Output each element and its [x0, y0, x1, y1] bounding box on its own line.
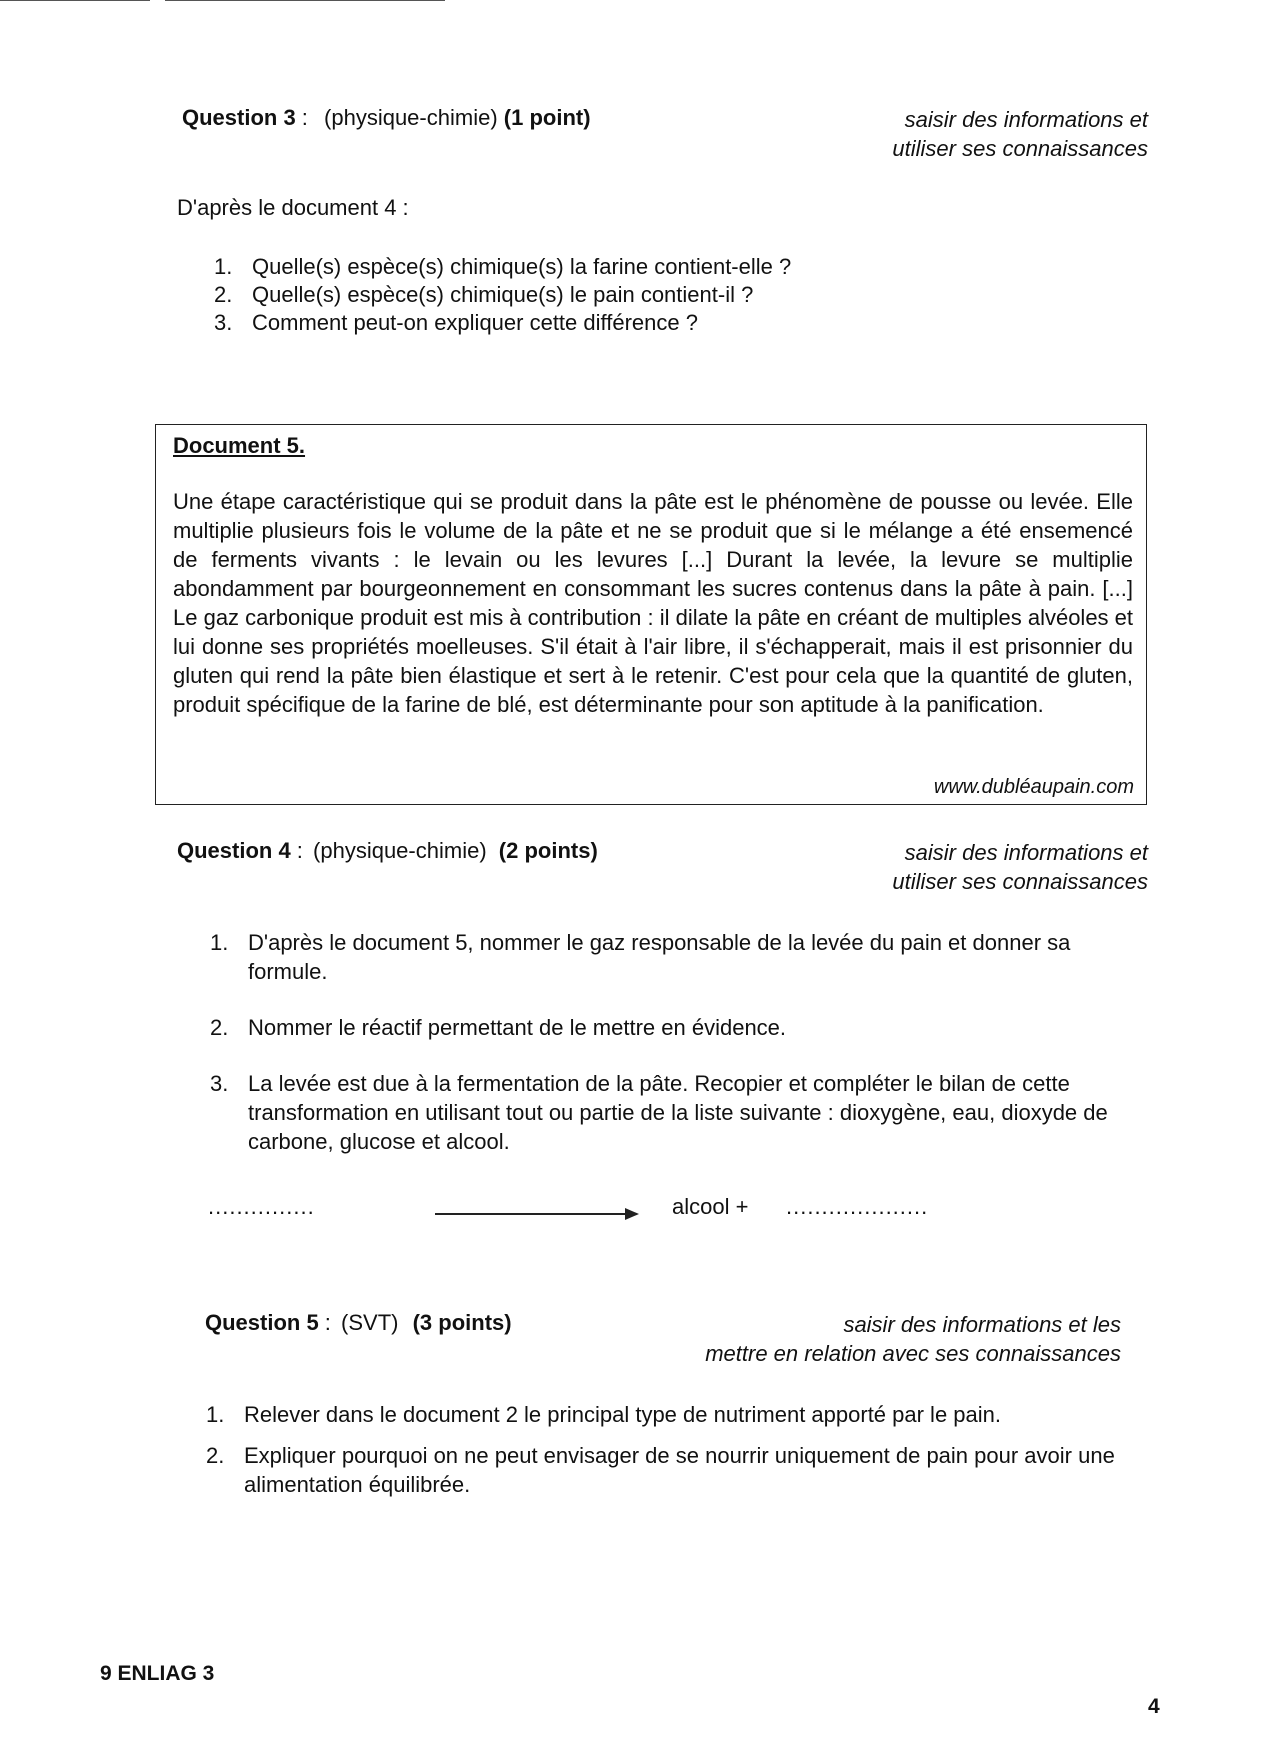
question3-skill-line2: utiliser ses connaissances	[892, 136, 1148, 161]
document5-source: www.dubléaupain.com	[933, 776, 1134, 798]
question5-list	[206, 1400, 1156, 1499]
item-number: 2.	[206, 1443, 225, 1468]
list-item	[206, 1400, 1156, 1429]
document5-title: Document 5.	[173, 433, 306, 458]
question3-skill-line1: saisir des informations et	[904, 107, 1148, 132]
list-item	[206, 1441, 1156, 1499]
question5-skills	[705, 1310, 1121, 1368]
question5-skill-line1: saisir des informations et les	[843, 1312, 1121, 1337]
item-text: La levée est due à la fermentation de la pâte. Recopier et compléter le bilan de cette transformation en utilisant tout ou partie de la liste suivante : dioxygène, eau, dioxyde de carbone, glucose et alcool.	[248, 1071, 1108, 1154]
question4-skill-line1: saisir des informations et	[904, 840, 1148, 865]
question4-subject: (physique-chimie)	[313, 838, 487, 863]
question5-skill-line2: mettre en relation avec ses connaissances	[705, 1341, 1121, 1366]
question3-label: Question 3	[182, 105, 296, 130]
item-number: 2.	[210, 1015, 229, 1040]
question5-label: Question 5	[205, 1310, 319, 1335]
item-number: 3.	[210, 1071, 229, 1096]
equation-right-text: alcool +	[672, 1194, 749, 1219]
page-number: 4	[1148, 1695, 1160, 1718]
item-number: 1.	[210, 930, 229, 955]
arrow-right-icon	[625, 1208, 639, 1220]
scan-edge-line	[165, 0, 445, 1]
item-text: Comment peut-on expliquer cette différence ?	[252, 310, 698, 335]
question5-subject: (SVT)	[341, 1310, 399, 1335]
equation-right-blank: ....................	[786, 1194, 929, 1219]
question3-points: (1 point)	[503, 105, 591, 130]
document5-text: Une étape caractéristique qui se produit dans la pâte est le phénomène de pousse ou levée. Elle multiplie plusieurs fois le volume de la pâte et ne se produit que si le mélange a été ensemencé de ferments vivants : le levain ou les levures [...] Durant la levée, la levure se multiplie abondamment par bourgeonnement en consommant les sucres contenus dans la pâte à pain. [...] Le gaz carbonique produit est mis à contribution : il dilate la pâte en créant de multiples alvéoles et lui donne ses propriétés moelleuses. S'il était à l'air libre, il s'échapperait, mais il est prisonnier du gluten qui rend la pâte bien élastique et sert à le retenir. C'est pour cela que la quantité de gluten, produit spécifique de la farine de blé, est déterminante pour son aptitude à la panification.	[173, 489, 1134, 717]
list-item	[210, 1069, 1110, 1156]
item-text: Quelle(s) espèce(s) chimique(s) le pain contient-il ?	[252, 282, 754, 307]
item-number: 1.	[206, 1402, 225, 1427]
question4-skill-line2: utiliser ses connaissances	[892, 869, 1148, 894]
question4-points: (2 points)	[498, 838, 598, 863]
equation-left-blank: ...............	[208, 1194, 315, 1219]
question4-header	[177, 838, 598, 864]
list-item	[210, 928, 1110, 986]
document5-box	[155, 424, 1147, 805]
list-item	[214, 253, 791, 281]
list-item	[214, 281, 791, 309]
question3-intro: D'après le document 4 :	[177, 195, 409, 220]
item-text: Expliquer pourquoi on ne peut envisager de se nourrir uniquement de pain pour avoir une alimentation équilibrée.	[244, 1443, 1115, 1497]
item-text: Nommer le réactif permettant de le mettre en évidence.	[248, 1015, 787, 1040]
question3-header	[182, 105, 591, 131]
item-number: 2.	[214, 282, 233, 307]
question4-list	[210, 928, 1110, 1156]
item-text: Quelle(s) espèce(s) chimique(s) la farine contient-elle ?	[252, 254, 792, 279]
question3-subject: (physique-chimie)	[324, 105, 498, 130]
item-number: 3.	[214, 310, 233, 335]
question3-skills	[892, 105, 1148, 163]
question4-colon: :	[290, 838, 310, 863]
question5-points: (3 points)	[412, 1310, 512, 1335]
footer-exam-code: 9 ENLIAG 3	[100, 1662, 215, 1685]
question5-colon: :	[318, 1310, 338, 1335]
item-number: 1.	[214, 254, 233, 279]
scan-edge-line	[0, 0, 150, 1]
question4-skills	[892, 838, 1148, 896]
item-text: Relever dans le document 2 le principal type de nutriment apporté par le pain.	[244, 1402, 1002, 1427]
item-text: D'après le document 5, nommer le gaz responsable de la levée du pain et donner sa formule.	[248, 930, 1071, 984]
question4-label: Question 4	[177, 838, 291, 863]
list-item	[210, 1013, 1110, 1042]
question3-colon: :	[295, 105, 315, 130]
list-item	[214, 309, 791, 337]
reaction-arrow-line	[435, 1213, 630, 1215]
question3-list	[214, 253, 791, 337]
question5-header	[205, 1310, 512, 1336]
